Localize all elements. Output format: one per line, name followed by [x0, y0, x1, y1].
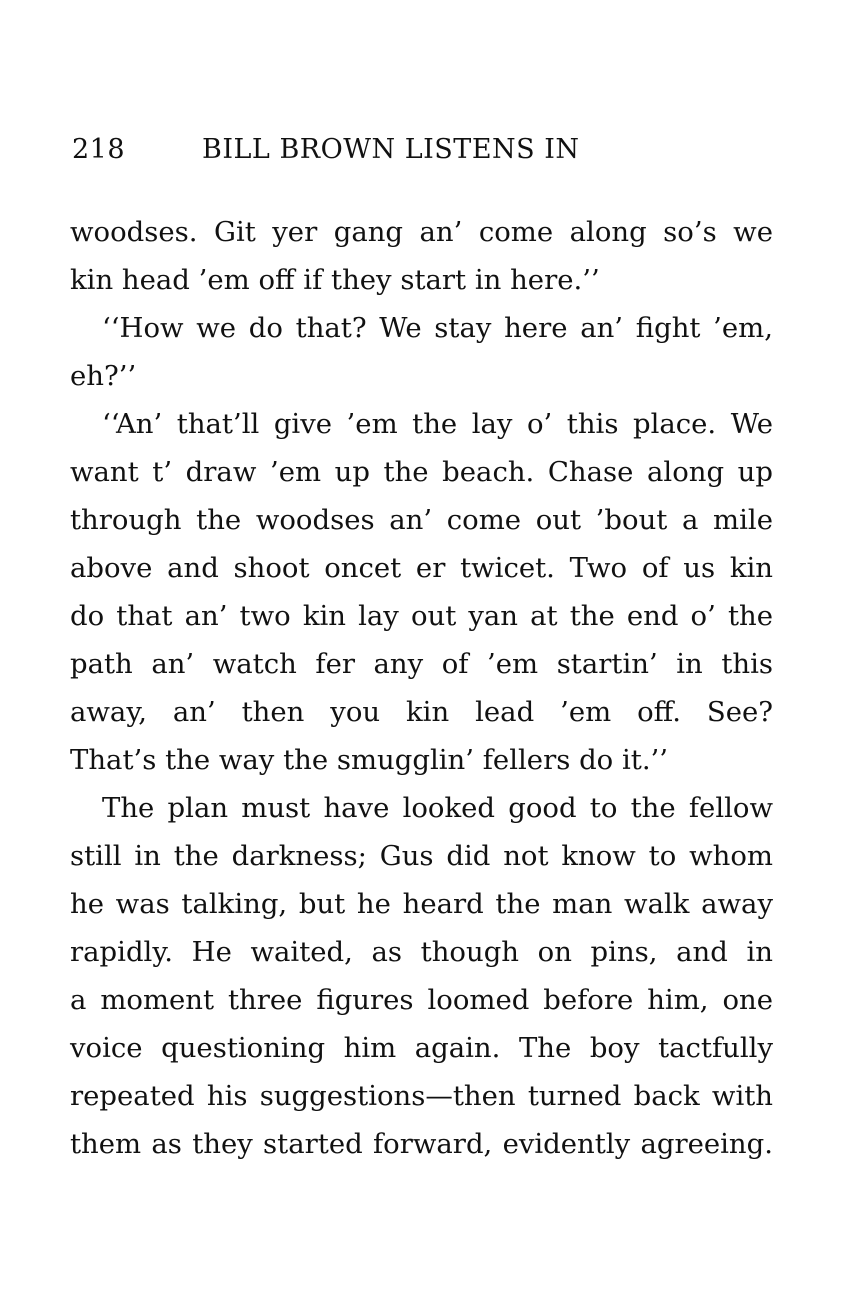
text-line: a moment three figures loomed before him, one [70, 984, 773, 1016]
text-line: ‘‘How we do that? We stay here an’ fight ’em, [102, 312, 773, 344]
running-title: BILL BROWN LISTENS IN [202, 134, 580, 165]
text-line: he was talking, but he heard the man walk away [70, 888, 773, 920]
text-line: them as they started forward, evidently agreeing. [70, 1128, 773, 1160]
text-line: ‘‘An’ that’ll give ’em the lay o’ this place. We [102, 408, 773, 440]
text-line: above and shoot oncet er twicet. Two of us kin [70, 552, 773, 584]
text-line: woodses. Git yer gang an’ come along so’s we [70, 216, 773, 248]
page-number: 218 [72, 134, 126, 165]
text-line: do that an’ two kin lay out yan at the end o’ the [70, 600, 773, 632]
text-line: repeated his suggestions—then turned back with [70, 1080, 773, 1112]
text-line: voice questioning him again. The boy tactfully [70, 1032, 773, 1064]
body-text [70, 208, 773, 1168]
text-line: kin head ’em off if they start in here.’’ [70, 264, 600, 296]
text-line: The plan must have looked good to the fellow [102, 792, 773, 824]
text-line: still in the darkness; Gus did not know to whom [70, 840, 773, 872]
text-line: That’s the way the smugglin’ fellers do it.’’ [70, 744, 669, 776]
text-line: eh?’’ [70, 360, 137, 392]
text-line: rapidly. He waited, as though on pins, and in [70, 936, 773, 968]
text-line: path an’ watch fer any of ’em startin’ in this [70, 648, 773, 680]
text-line: away, an’ then you kin lead ’em off. See? [70, 696, 773, 728]
text-line: through the woodses an’ come out ’bout a mile [70, 504, 773, 536]
running-head [72, 134, 772, 174]
text-line: want t’ draw ’em up the beach. Chase along up [70, 456, 773, 488]
